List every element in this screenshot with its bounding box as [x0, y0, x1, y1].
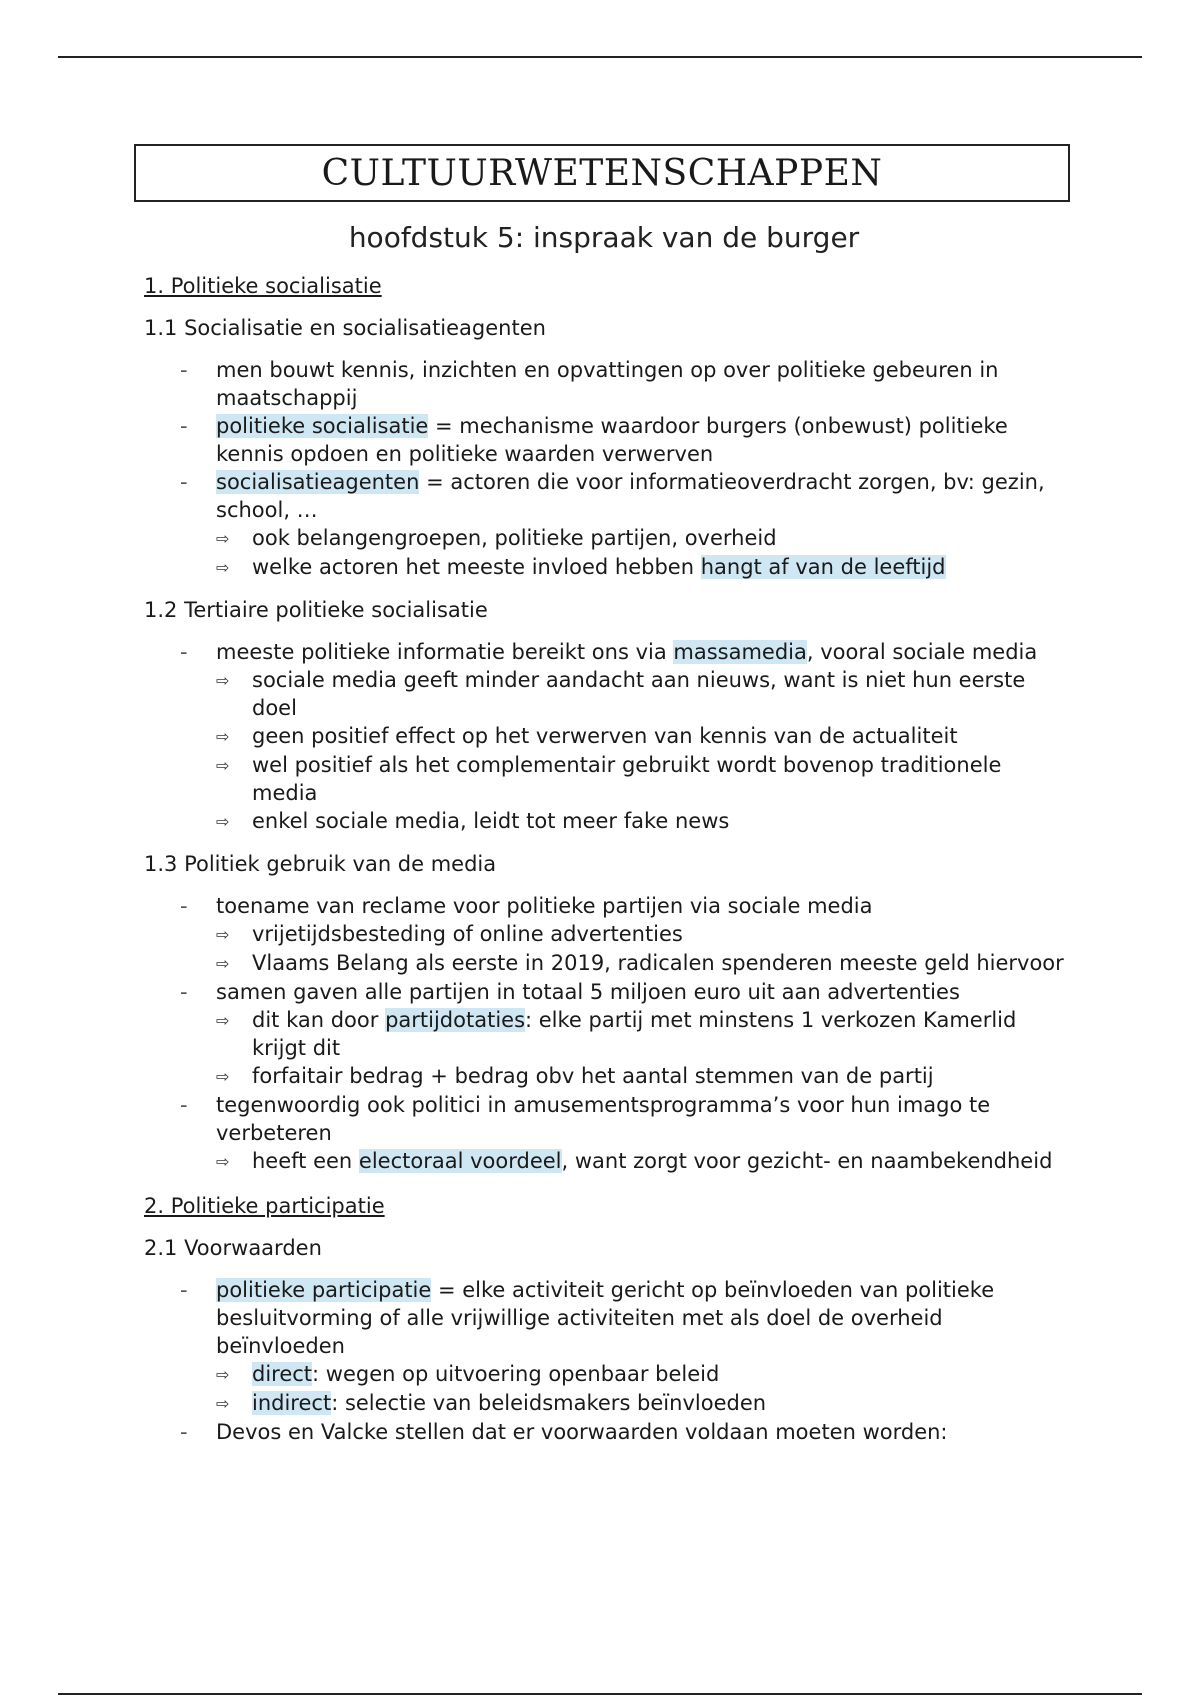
- bullet-list-1-3: [144, 892, 1064, 1176]
- sub-item: ⇨ vrijetijdsbesteding of online advertenties: [216, 920, 1064, 949]
- highlighted-term: hangt af van de leeftijd: [700, 555, 946, 579]
- arrow-bullet-icon: ⇨: [216, 558, 230, 577]
- footer-rule: [58, 1693, 1142, 1695]
- chapter-subtitle: hoofdstuk 5: inspraak van de burger: [348, 221, 860, 254]
- sub-item: ⇨ enkel sociale media, leidt tot meer fake news: [216, 807, 1064, 836]
- sub-item: ⇨ sociale media geeft minder aandacht aan nieuws, want is niet hun eerste doel: [216, 668, 1026, 720]
- list-item: - toename van reclame voor politieke partijen via sociale media: [144, 892, 1064, 920]
- dash-bullet-icon: -: [180, 414, 188, 438]
- dash-bullet-icon: -: [180, 640, 188, 664]
- document-title: CULTUURWETENSCHAPPEN: [134, 144, 1070, 202]
- subsection-heading-1-3: 1.3 Politiek gebruik van de media: [144, 852, 497, 876]
- highlighted-term: electoraal voordeel: [358, 1149, 562, 1173]
- highlighted-term: indirect: [252, 1391, 332, 1415]
- bullet-list-1-1: [144, 356, 1064, 582]
- list-item: - politieke socialisatie = mechanisme waardoor burgers (onbewust) politieke kennis opdoen en politieke waarden verwerven: [144, 412, 1064, 468]
- highlighted-term: politieke participatie: [216, 1278, 432, 1302]
- arrow-bullet-icon: ⇨: [216, 925, 230, 944]
- bullet-list-1-2: [144, 638, 1064, 836]
- dash-bullet-icon: -: [180, 1093, 188, 1117]
- list-item: - meeste politieke informatie bereikt ons via massamedia, vooral sociale media: [144, 638, 1064, 666]
- dash-bullet-icon: -: [180, 1420, 188, 1444]
- list-item: - tegenwoordig ook politici in amusementsprogramma’s voor hun imago te verbeteren: [144, 1091, 1064, 1147]
- list-item: - politieke participatie = elke activiteit gericht op beïnvloeden van politieke besluitvorming of alle vrijwillige activiteiten met als doel de overheid beïnvloeden: [144, 1276, 1064, 1360]
- dash-bullet-icon: -: [180, 980, 188, 1004]
- sub-item: ⇨ geen positief effect op het verwerven van kennis van de actualiteit: [216, 722, 1064, 751]
- arrow-bullet-icon: ⇨: [216, 529, 230, 548]
- section-heading-2: 2. Politieke participatie: [144, 1194, 385, 1218]
- sub-item: ⇨ wel positief als het complementair gebruikt wordt bovenop traditionele media: [216, 753, 1002, 805]
- arrow-bullet-icon: ⇨: [216, 812, 230, 831]
- dash-bullet-icon: -: [180, 358, 188, 382]
- subsection-heading-1-1: 1.1 Socialisatie en socialisatieagenten: [144, 316, 546, 340]
- arrow-bullet-icon: ⇨: [216, 1011, 230, 1030]
- highlighted-term: massamedia: [673, 640, 807, 664]
- arrow-bullet-icon: ⇨: [216, 727, 230, 746]
- document-body: [144, 144, 1064, 1446]
- dash-bullet-icon: -: [180, 470, 188, 494]
- list-item: - men bouwt kennis, inzichten en opvattingen op over politieke gebeuren in maatschappij: [144, 356, 1064, 412]
- sub-item: ⇨ Vlaams Belang als eerste in 2019, radicalen spenderen meeste geld hiervoor: [216, 949, 1064, 978]
- arrow-bullet-icon: ⇨: [216, 1394, 230, 1413]
- highlighted-term: politieke socialisatie: [216, 414, 429, 438]
- sub-item: ⇨ heeft een electoraal voordeel, want zorgt voor gezicht- en naambekendheid: [216, 1147, 1064, 1176]
- sub-item: ⇨ forfaitair bedrag + bedrag obv het aantal stemmen van de partij: [216, 1062, 1064, 1091]
- sub-item: ⇨ ook belangengroepen, politieke partijen, overheid: [216, 524, 1064, 553]
- highlighted-term: partijdotaties: [385, 1008, 526, 1032]
- arrow-bullet-icon: ⇨: [216, 1365, 230, 1384]
- highlighted-term: direct: [252, 1362, 313, 1386]
- arrow-bullet-icon: ⇨: [216, 756, 230, 775]
- arrow-bullet-icon: ⇨: [216, 671, 230, 690]
- highlighted-term: socialisatieagenten: [216, 470, 420, 494]
- sub-item: ⇨ welke actoren het meeste invloed hebben hangt af van de leeftijd: [216, 553, 1064, 582]
- subsection-heading-2-1: 2.1 Voorwaarden: [144, 1236, 322, 1260]
- subsection-heading-1-2: 1.2 Tertiaire politieke socialisatie: [144, 598, 488, 622]
- sub-item: ⇨ direct: wegen op uitvoering openbaar beleid: [216, 1360, 1064, 1389]
- sub-item: ⇨ dit kan door partijdotaties: elke partij met minstens 1 verkozen Kamerlid krijgt dit: [216, 1008, 1017, 1060]
- arrow-bullet-icon: ⇨: [216, 1152, 230, 1171]
- dash-bullet-icon: -: [180, 894, 188, 918]
- header-rule: [58, 56, 1142, 58]
- list-item: - socialisatieagenten = actoren die voor informatieoverdracht zorgen, bv: gezin, school, …: [144, 468, 1064, 524]
- arrow-bullet-icon: ⇨: [216, 1067, 230, 1086]
- bullet-list-2-1: [144, 1276, 1064, 1446]
- arrow-bullet-icon: ⇨: [216, 954, 230, 973]
- list-item: - samen gaven alle partijen in totaal 5 miljoen euro uit aan advertenties: [144, 978, 1064, 1006]
- section-heading-1: 1. Politieke socialisatie: [144, 274, 382, 298]
- list-item: - Devos en Valcke stellen dat er voorwaarden voldaan moeten worden:: [144, 1418, 1064, 1446]
- sub-item: ⇨ indirect: selectie van beleidsmakers beïnvloeden: [216, 1389, 1064, 1418]
- dash-bullet-icon: -: [180, 1278, 188, 1302]
